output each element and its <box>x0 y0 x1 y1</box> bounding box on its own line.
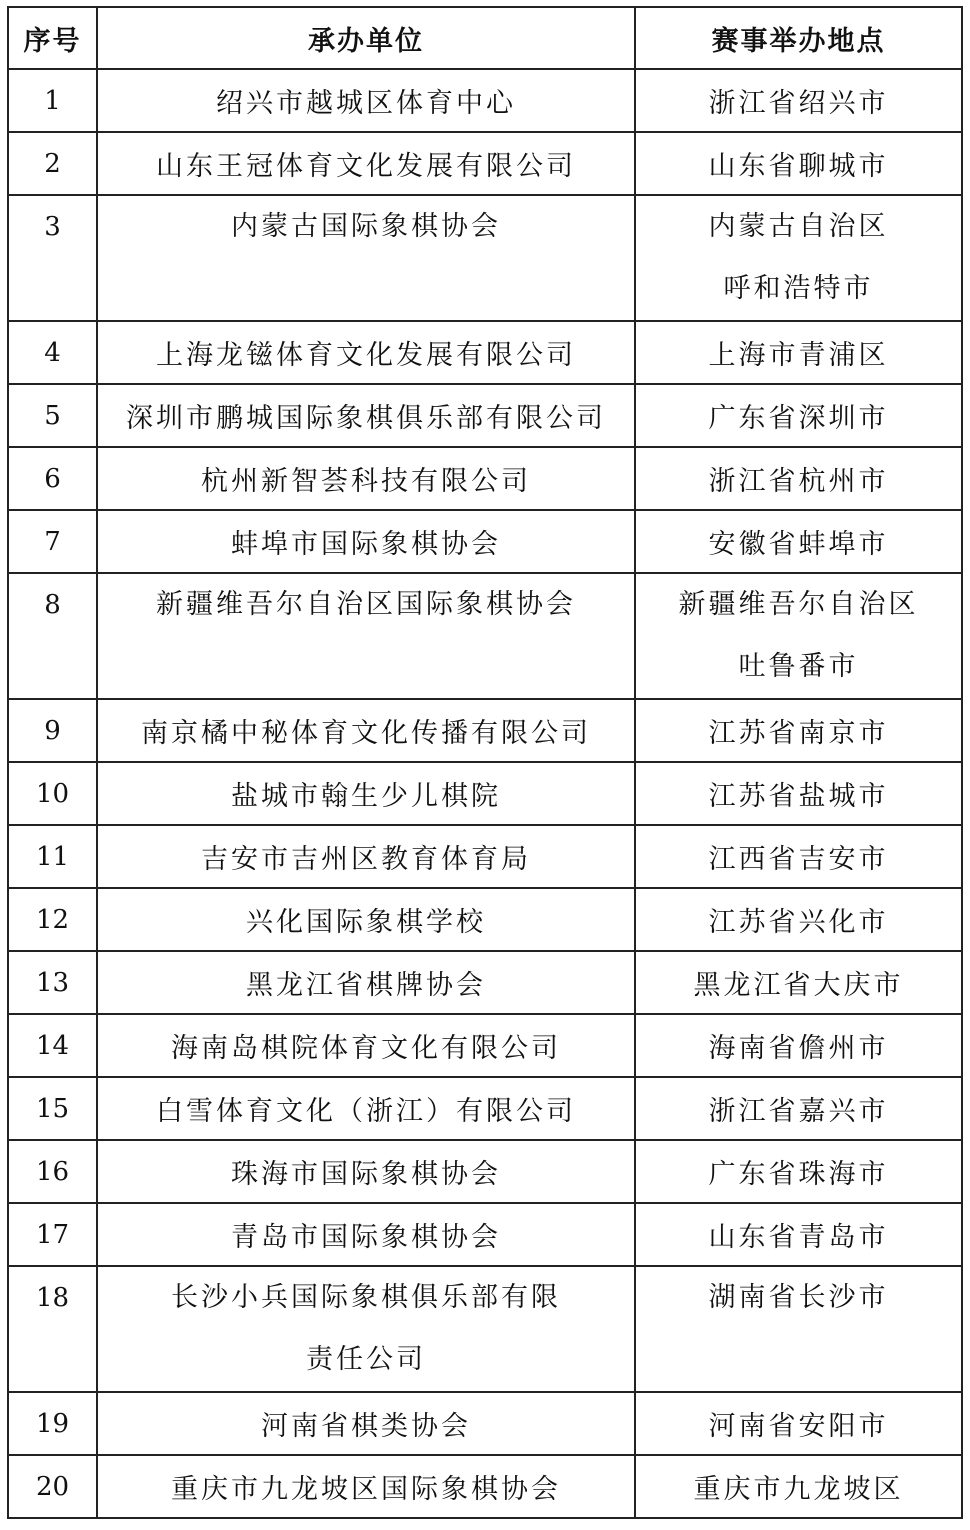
location-cell: 江苏省盐城市 <box>635 762 962 825</box>
table-row <box>8 1140 962 1203</box>
row-number: 19 <box>8 1392 97 1455</box>
row-number <box>8 1266 97 1392</box>
location-cell: 广东省珠海市 <box>635 1140 962 1203</box>
organizer-cell <box>97 195 635 321</box>
organizer-cell: 黑龙江省棋牌协会 <box>97 951 635 1014</box>
location-cell: 重庆市九龙坡区 <box>635 1455 962 1518</box>
organizer-cell: 青岛市国际象棋协会 <box>97 1203 635 1266</box>
header-number: 序号 <box>8 7 97 69</box>
organizer-cell: 南京橘中秘体育文化传播有限公司 <box>97 699 635 762</box>
location-cell: 山东省青岛市 <box>635 1203 962 1266</box>
location-cell: 广东省深圳市 <box>635 384 962 447</box>
row-number: 16 <box>8 1140 97 1203</box>
location-cell <box>635 573 962 699</box>
organizer-cell: 海南岛棋院体育文化有限公司 <box>97 1014 635 1077</box>
location-cell <box>635 195 962 321</box>
table-row <box>8 1203 962 1266</box>
table-row <box>8 1266 962 1392</box>
table-body <box>8 69 962 1518</box>
row-number: 7 <box>8 510 97 573</box>
organizer-cell: 蚌埠市国际象棋协会 <box>97 510 635 573</box>
organizer-cell: 山东王冠体育文化发展有限公司 <box>97 132 635 195</box>
location-line: 湖南省长沙市 <box>708 1282 889 1313</box>
location-cell: 江苏省兴化市 <box>635 888 962 951</box>
row-number: 1 <box>8 69 97 132</box>
location-cell: 安徽省蚌埠市 <box>635 510 962 573</box>
table-row <box>8 1077 962 1140</box>
table-row <box>8 1014 962 1077</box>
table-row <box>8 384 962 447</box>
row-number: 13 <box>8 951 97 1014</box>
row-number: 10 <box>8 762 97 825</box>
location-cell: 江苏省南京市 <box>635 699 962 762</box>
organizer-line: 责任公司 <box>306 1344 426 1375</box>
location-cell: 浙江省绍兴市 <box>635 69 962 132</box>
table-row <box>8 447 962 510</box>
table-row <box>8 195 962 321</box>
row-number: 6 <box>8 447 97 510</box>
location-cell <box>635 1266 962 1392</box>
organizer-line: 新疆维吾尔自治区国际象棋协会 <box>156 589 576 620</box>
row-number-text: 18 <box>35 1283 70 1313</box>
row-number: 20 <box>8 1455 97 1518</box>
organizer-cell <box>97 573 635 699</box>
organizer-cell: 珠海市国际象棋协会 <box>97 1140 635 1203</box>
row-number-text: 8 <box>44 590 61 620</box>
table-row <box>8 1455 962 1518</box>
location-line: 吐鲁番市 <box>738 651 859 682</box>
header-organizer: 承办单位 <box>97 7 635 69</box>
organizer-cell: 盐城市翰生少儿棋院 <box>97 762 635 825</box>
row-number: 15 <box>8 1077 97 1140</box>
organizer-line: 内蒙古国际象棋协会 <box>231 211 501 242</box>
row-number: 5 <box>8 384 97 447</box>
location-cell: 浙江省嘉兴市 <box>635 1077 962 1140</box>
location-line: 呼和浩特市 <box>723 273 874 304</box>
organizer-cell: 河南省棋类协会 <box>97 1392 635 1455</box>
header-location: 赛事举办地点 <box>635 7 962 69</box>
table-row <box>8 951 962 1014</box>
row-number: 2 <box>8 132 97 195</box>
row-number: 11 <box>8 825 97 888</box>
organizer-line: 长沙小兵国际象棋俱乐部有限 <box>171 1282 561 1313</box>
row-number: 14 <box>8 1014 97 1077</box>
location-cell: 海南省儋州市 <box>635 1014 962 1077</box>
table-row <box>8 699 962 762</box>
organizer-cell: 吉安市吉州区教育体育局 <box>97 825 635 888</box>
table-row <box>8 888 962 951</box>
table-row <box>8 762 962 825</box>
table-row <box>8 132 962 195</box>
organizer-cell <box>97 1266 635 1392</box>
organizer-cell: 重庆市九龙坡区国际象棋协会 <box>97 1455 635 1518</box>
location-line: 新疆维吾尔自治区 <box>678 589 919 620</box>
row-number <box>8 573 97 699</box>
row-number <box>8 195 97 321</box>
location-line: 内蒙古自治区 <box>708 211 889 242</box>
organizer-cell: 绍兴市越城区体育中心 <box>97 69 635 132</box>
row-number: 17 <box>8 1203 97 1266</box>
header-row <box>8 7 962 69</box>
organizer-cell: 上海龙镃体育文化发展有限公司 <box>97 321 635 384</box>
organizer-table <box>7 6 963 1519</box>
location-cell: 山东省聊城市 <box>635 132 962 195</box>
table-row <box>8 1392 962 1455</box>
row-number-text: 3 <box>44 212 61 242</box>
location-cell: 江西省吉安市 <box>635 825 962 888</box>
row-number: 12 <box>8 888 97 951</box>
table-row <box>8 510 962 573</box>
organizer-cell: 兴化国际象棋学校 <box>97 888 635 951</box>
location-cell: 浙江省杭州市 <box>635 447 962 510</box>
table-row <box>8 825 962 888</box>
table-row <box>8 321 962 384</box>
table-row <box>8 69 962 132</box>
row-number: 9 <box>8 699 97 762</box>
organizer-cell: 杭州新智荟科技有限公司 <box>97 447 635 510</box>
organizer-cell: 深圳市鹏城国际象棋俱乐部有限公司 <box>97 384 635 447</box>
row-number: 4 <box>8 321 97 384</box>
location-cell: 黑龙江省大庆市 <box>635 951 962 1014</box>
table-row <box>8 573 962 699</box>
location-cell: 上海市青浦区 <box>635 321 962 384</box>
organizer-cell: 白雪体育文化（浙江）有限公司 <box>97 1077 635 1140</box>
location-cell: 河南省安阳市 <box>635 1392 962 1455</box>
